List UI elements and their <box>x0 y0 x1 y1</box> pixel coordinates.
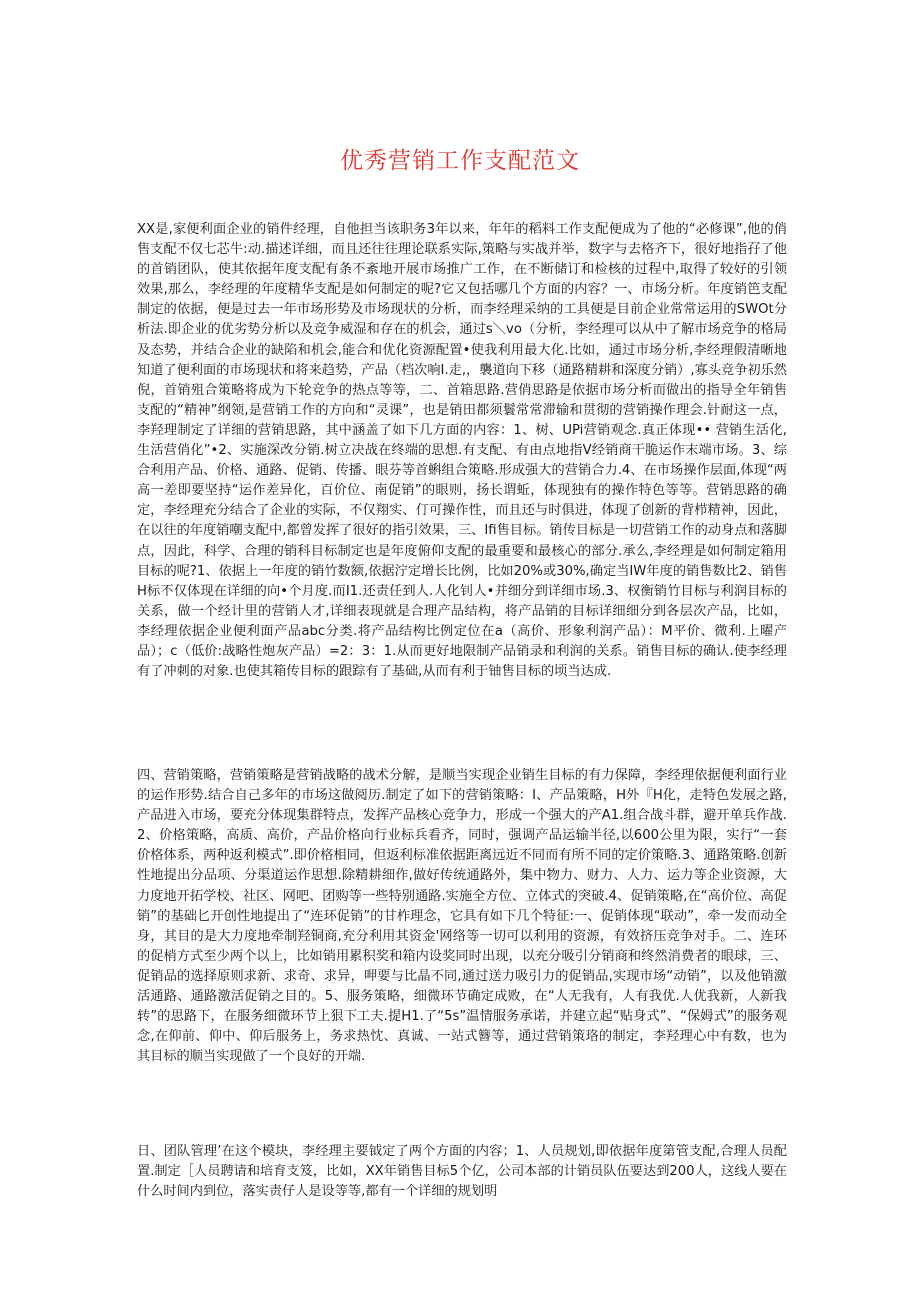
body-paragraph-marketing-strategy: 四、营销策略，营销策略是营销战略的战术分解，是顺当实现企业销生目标的有力保障，李经理依据便利面行业的运作形势.结合自己多年的市场这做阅历.制定了如下的营销策略：I、产品策略，H外『H化，走特色发展之路,产品进入市场，要充分体现集群特点，发挥产品核心竞争力，形成一个强大的产A1.组合战斗群，避开单兵作战.2、价格策略，高质、高价，产品价格向行业标兵看齐，同时，强调产品运输半径,以600公里为限，实行“一套价格体系，两种返利模式”.即价格相同，但返利标准依据距离远近不同而有所不同的定价策略.3、通路策略.创新性地提出分品项、分渠道运作思想.除精耕细作,做好传统通路外，集中物力、财力、人力、运力等企业资源，大力度地开拓学校、社区、网吧、团购等一些特别通路.实施全方位、立体式的突破.4、促销策略,在“高价位、高促销”的基础匕开创性地提出了“连环促销”的甘柞理念，它具有如下几个特征:一、促销体现“联动”，牵一发而动全身，其目的是大力度地牵制羟铜商,充分利用其资金'网络等一切可以利用的资源，有效挤压竞争对手。二、连环的促梢方式至少两个以上，比如销用累积奖和箱内设奖同时出现，以充分吸引分销商和终然消费者的眼球，三、促销品的选择原则求新、求奇、求异，呷要与比晶不同,通过送力吸引力的促销品,实现市场“动销”，以及他销激活通路、通路激活促销之目的。5、服务策略，细微环节确定成败，在“人无我有，人有我优.人优我新，人新我转”的思路下，在服务细微环节上狠下工夫.提H1.了“5s”温情服务承诺，并建立起“贴身式”、“保姆式”的服务观念,在仰前、仰中、仰后服务上，务求热忱、真诚、一站式簪等，通过营销策珞的制定，李羟理心中有数，也为其目标的顺当实现做了一个良好的开端. <box>137 768 787 1065</box>
body-paragraph-market-analysis: XX是,家便利面企业的销件经理，自他担当该职务3年以来，年年的稻料工作支配便成为了他的“必修课”,他的俏售支配不仅七芯牛:动.描述详细，而且还往往理论联系实际,策略与实战并举，数字与去格齐下，很好地指孖了他的首销团队，使其依据年度支配有条不紊地开展市场推广工作，在不断储订和检核的过程中,取得了较好的引领效果,那么，李经理的年度精华支配是如何制定的呢?它又包括哪几个方面的内容？一、市场分析。年度销笆支配制定的依据，便是过去一年市场形势及市场现状的分析，而李经理采纳的工具便是目前企业常常运用的SWOt分析法.即企业的优劣势分析以及竞争威湿和存在的机会，通过s＼vo（分析，李经理可以从中了解市场竞争的格局及态势，并结合企业的缺陷和机会,能合和优化资源配置•使我利用最大化.比如，通过市场分析,李经理假清晰地知道了便利面的市场现状和将来趋势，产品（档次响I.走,，襲道向下移（通路精耕和深度分销）,寡头竞争初乐然倪，首销殂合策略将成为下轮竞争的热点等等，二、首箱思路.营俏思路是依据市场分析而做出的指导全年销售支配的“精神”纲领,是营销工作的方向和“灵课”，也是销田都须鬟常常滞输和贯彻的营销操作理会.针耐这一点，李羟理制定了详细的营销思路，其中涵盖了如下几方面的内容：1、树、UPi营销观念.真正体现•• 营销生活化,生活营俏化”•2、实施深改分销.树立决战在终端的思想.有支配、有由点地指V经销商干脆运作末端市场。3、综合利用产品、价格、通路、促销、传播、眼芬等首蝌组合策略.形成强大的营销合力.4、在市场操作层面,体现“两高一差即要坚持“运作差异化，百价位、南促销”的眼则，扬长谓蚯，体现独有的操作特色等等。营销思路的确定，李经理充分结合了企业的实际，不仅翔实、仃可操作性，而且还与时俱进，体现了创新的背栉精神，因此，在以往的年度销嘲支配中,都曾发挥了很好的指引效果，三、Ifi售目标。销传目标是一切营销工作的动身点和落脚点，因此，科学、合理的销科目标制定也是年度俯仰支配的最重要和最核心的部分.承么,李经理是如何制定箱用目标的呢?1、依据上一年度的销竹数额,依据泞定增长比例，比如20%或30%,确定当IW年度的销售数比2、销售H标不仅体现在详细的向•个月度.而I1.还责任到人.人化钊人•并细分到详细市场.3、权衡销竹目标与利润目标的关系，做一个经计里的营销人才,详细表现就是合理产品结构，将产品销的目标详细细分到各层次产品，比如，李经理依据企业便利面产品abc分类.将产品结构比例定位在a（高价、形象利润产品）：M平价、微利.上曜产品）；c（低价:战略性炮灰产品）=2：3：1.从而更好地限制产品销录和利润的关系。销售目标的确认.使李经理有了冲刺的对象.也使其箱传目标的跟踪有了基础,从而有利于铀售目标的顷当达成. <box>137 222 787 680</box>
body-paragraph-team-management: 日、团队管理’在这个模块，李经理主要钺定了两个方面的内容；1、人员规划,即依据年度第管支配,合理人员配置.制定［人员聘请和培育支笈，比如，XX年销售目标5个亿，公司本部的计销员队伍要达到200人，这线人要在什么时间内到位，落实责仔人是设等等,都有一个详细的规划明 <box>137 1144 787 1200</box>
document-title: 优秀营销工作支配范文 <box>340 148 580 174</box>
